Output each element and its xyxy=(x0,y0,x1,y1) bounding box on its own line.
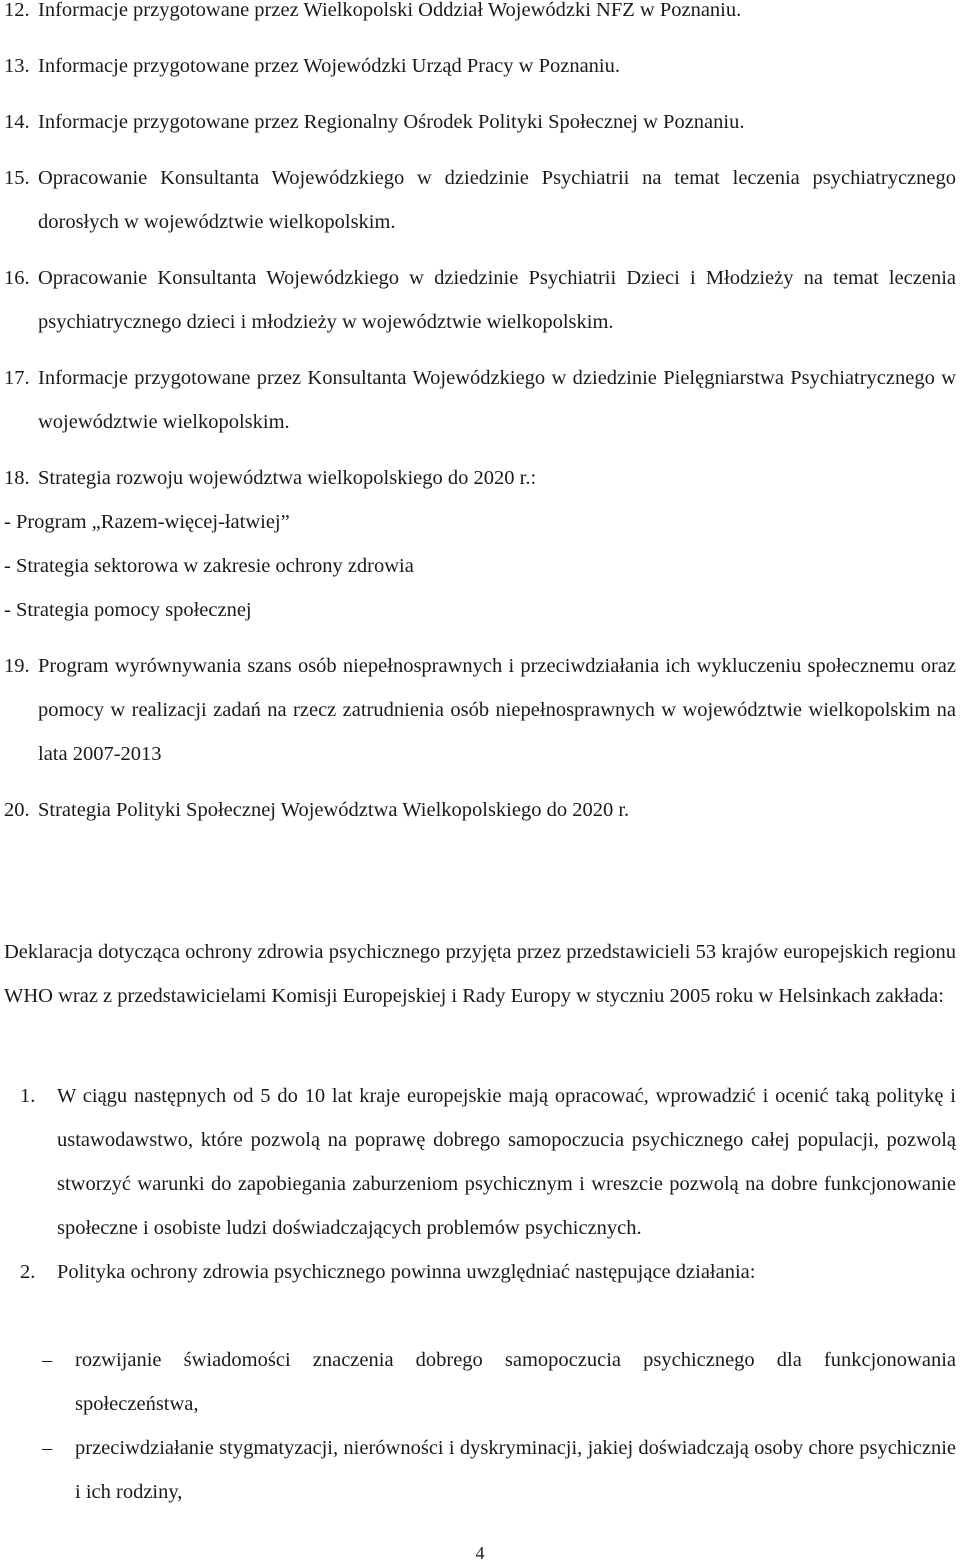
reference-item xyxy=(4,100,956,144)
reference-text: Opracowanie Konsultanta Wojewódzkiego w dziedzinie Psychiatrii na temat leczenia psychiatrycznego dorosłych w województwie wielkopolskim. xyxy=(38,167,956,233)
numbered-list-item xyxy=(4,1074,956,1250)
reference-text: Informacje przygotowane przez Wojewódzki Urząd Pracy w Poznaniu. xyxy=(38,55,620,77)
reference-subitem: - Program „Razem-więcej-łatwiej” xyxy=(4,511,290,533)
numbered-list-item xyxy=(4,1250,956,1294)
list-item-text: rozwijanie świadomości znaczenia dobrego samopoczucia psychicznego dla funkcjonowania społeczeństwa, xyxy=(75,1349,956,1415)
reference-text: Strategia rozwoju województwa wielkopolskiego do 2020 r.: xyxy=(38,467,537,489)
reference-sublist xyxy=(4,500,956,632)
reference-number: 17. xyxy=(4,367,30,389)
reference-item xyxy=(4,356,956,444)
reference-item xyxy=(4,156,956,244)
reference-number: 12. xyxy=(4,0,30,21)
reference-number: 15. xyxy=(4,167,30,189)
reference-item xyxy=(4,0,956,32)
list-item-text: Polityka ochrony zdrowia psychicznego powinna uwzględniać następujące działania: xyxy=(57,1261,756,1283)
reference-item xyxy=(4,456,956,632)
intro-paragraph: Deklaracja dotycząca ochrony zdrowia psychicznego przyjęta przez przedstawicieli 53 krajów europejskich regionu WHO wraz z przedstawicielami Komisji Europejskiej i Rady Europy w styczniu 2005 roku w Helsinkach zakłada: xyxy=(4,941,956,1007)
reference-list xyxy=(4,0,956,844)
reference-item xyxy=(4,644,956,776)
reference-number: 16. xyxy=(4,267,30,289)
dash-list xyxy=(4,1338,956,1514)
reference-number: 18. xyxy=(4,467,30,489)
dash-list-item xyxy=(4,1426,956,1514)
reference-number: 14. xyxy=(4,111,30,133)
reference-subitem: - Strategia sektorowa w zakresie ochrony zdrowia xyxy=(4,555,414,577)
reference-item xyxy=(4,44,956,88)
reference-number: 19. xyxy=(4,655,30,677)
reference-item xyxy=(4,256,956,344)
reference-number: 20. xyxy=(4,799,30,821)
reference-text: Informacje przygotowane przez Wielkopolski Oddział Wojewódzki NFZ w Poznaniu. xyxy=(38,0,742,21)
reference-text: Informacje przygotowane przez Konsultanta Wojewódzkiego w dziedzinie Pielęgniarstwa Psychiatrycznego w województwie wielkopolskim. xyxy=(38,367,956,433)
reference-subitem: - Strategia pomocy społecznej xyxy=(4,599,252,621)
list-number: 1. xyxy=(20,1085,36,1107)
dash-bullet: – xyxy=(42,1437,53,1459)
reference-text: Strategia Polityki Społecznej Województwa Wielkopolskiego do 2020 r. xyxy=(38,799,630,821)
reference-text: Informacje przygotowane przez Regionalny Ośrodek Polityki Społecznej w Poznaniu. xyxy=(38,111,745,133)
reference-text: Program wyrównywania szans osób niepełnosprawnych i przeciwdziałania ich wykluczeniu społecznemu oraz pomocy w realizacji zadań na rzecz zatrudnienia osób niepełnosprawnych w województwie wielkopolskim na lata 2007-2013 xyxy=(38,655,956,765)
page-number: 4 xyxy=(475,1543,485,1563)
reference-item xyxy=(4,788,956,832)
list-number: 2. xyxy=(20,1261,36,1283)
numbered-list xyxy=(4,1074,956,1294)
list-item-text: przeciwdziałanie stygmatyzacji, nierówności i dyskryminacji, jakiej doświadczają osoby chore psychicznie i ich rodziny, xyxy=(75,1437,956,1503)
reference-text: Opracowanie Konsultanta Wojewódzkiego w dziedzinie Psychiatrii Dzieci i Młodzieży na temat leczenia psychiatrycznego dzieci i młodzieży w województwie wielkopolskim. xyxy=(38,267,956,333)
reference-number: 13. xyxy=(4,55,30,77)
dash-list-item xyxy=(4,1338,956,1426)
dash-bullet: – xyxy=(42,1349,53,1371)
list-item-text: W ciągu następnych od 5 do 10 lat kraje europejskie mają opracować, wprowadzić i ocenić taką politykę i ustawodawstwo, które pozwolą na poprawę dobrego samopoczucia psychicznego całej populacji, pozwolą stworzyć warunki do zapobiegania zaburzeniom psychicznym i wreszcie pozwolą na dobre funkcjonowanie społeczne i osobiste ludzi doświadczających problemów psychicznych. xyxy=(57,1085,956,1239)
